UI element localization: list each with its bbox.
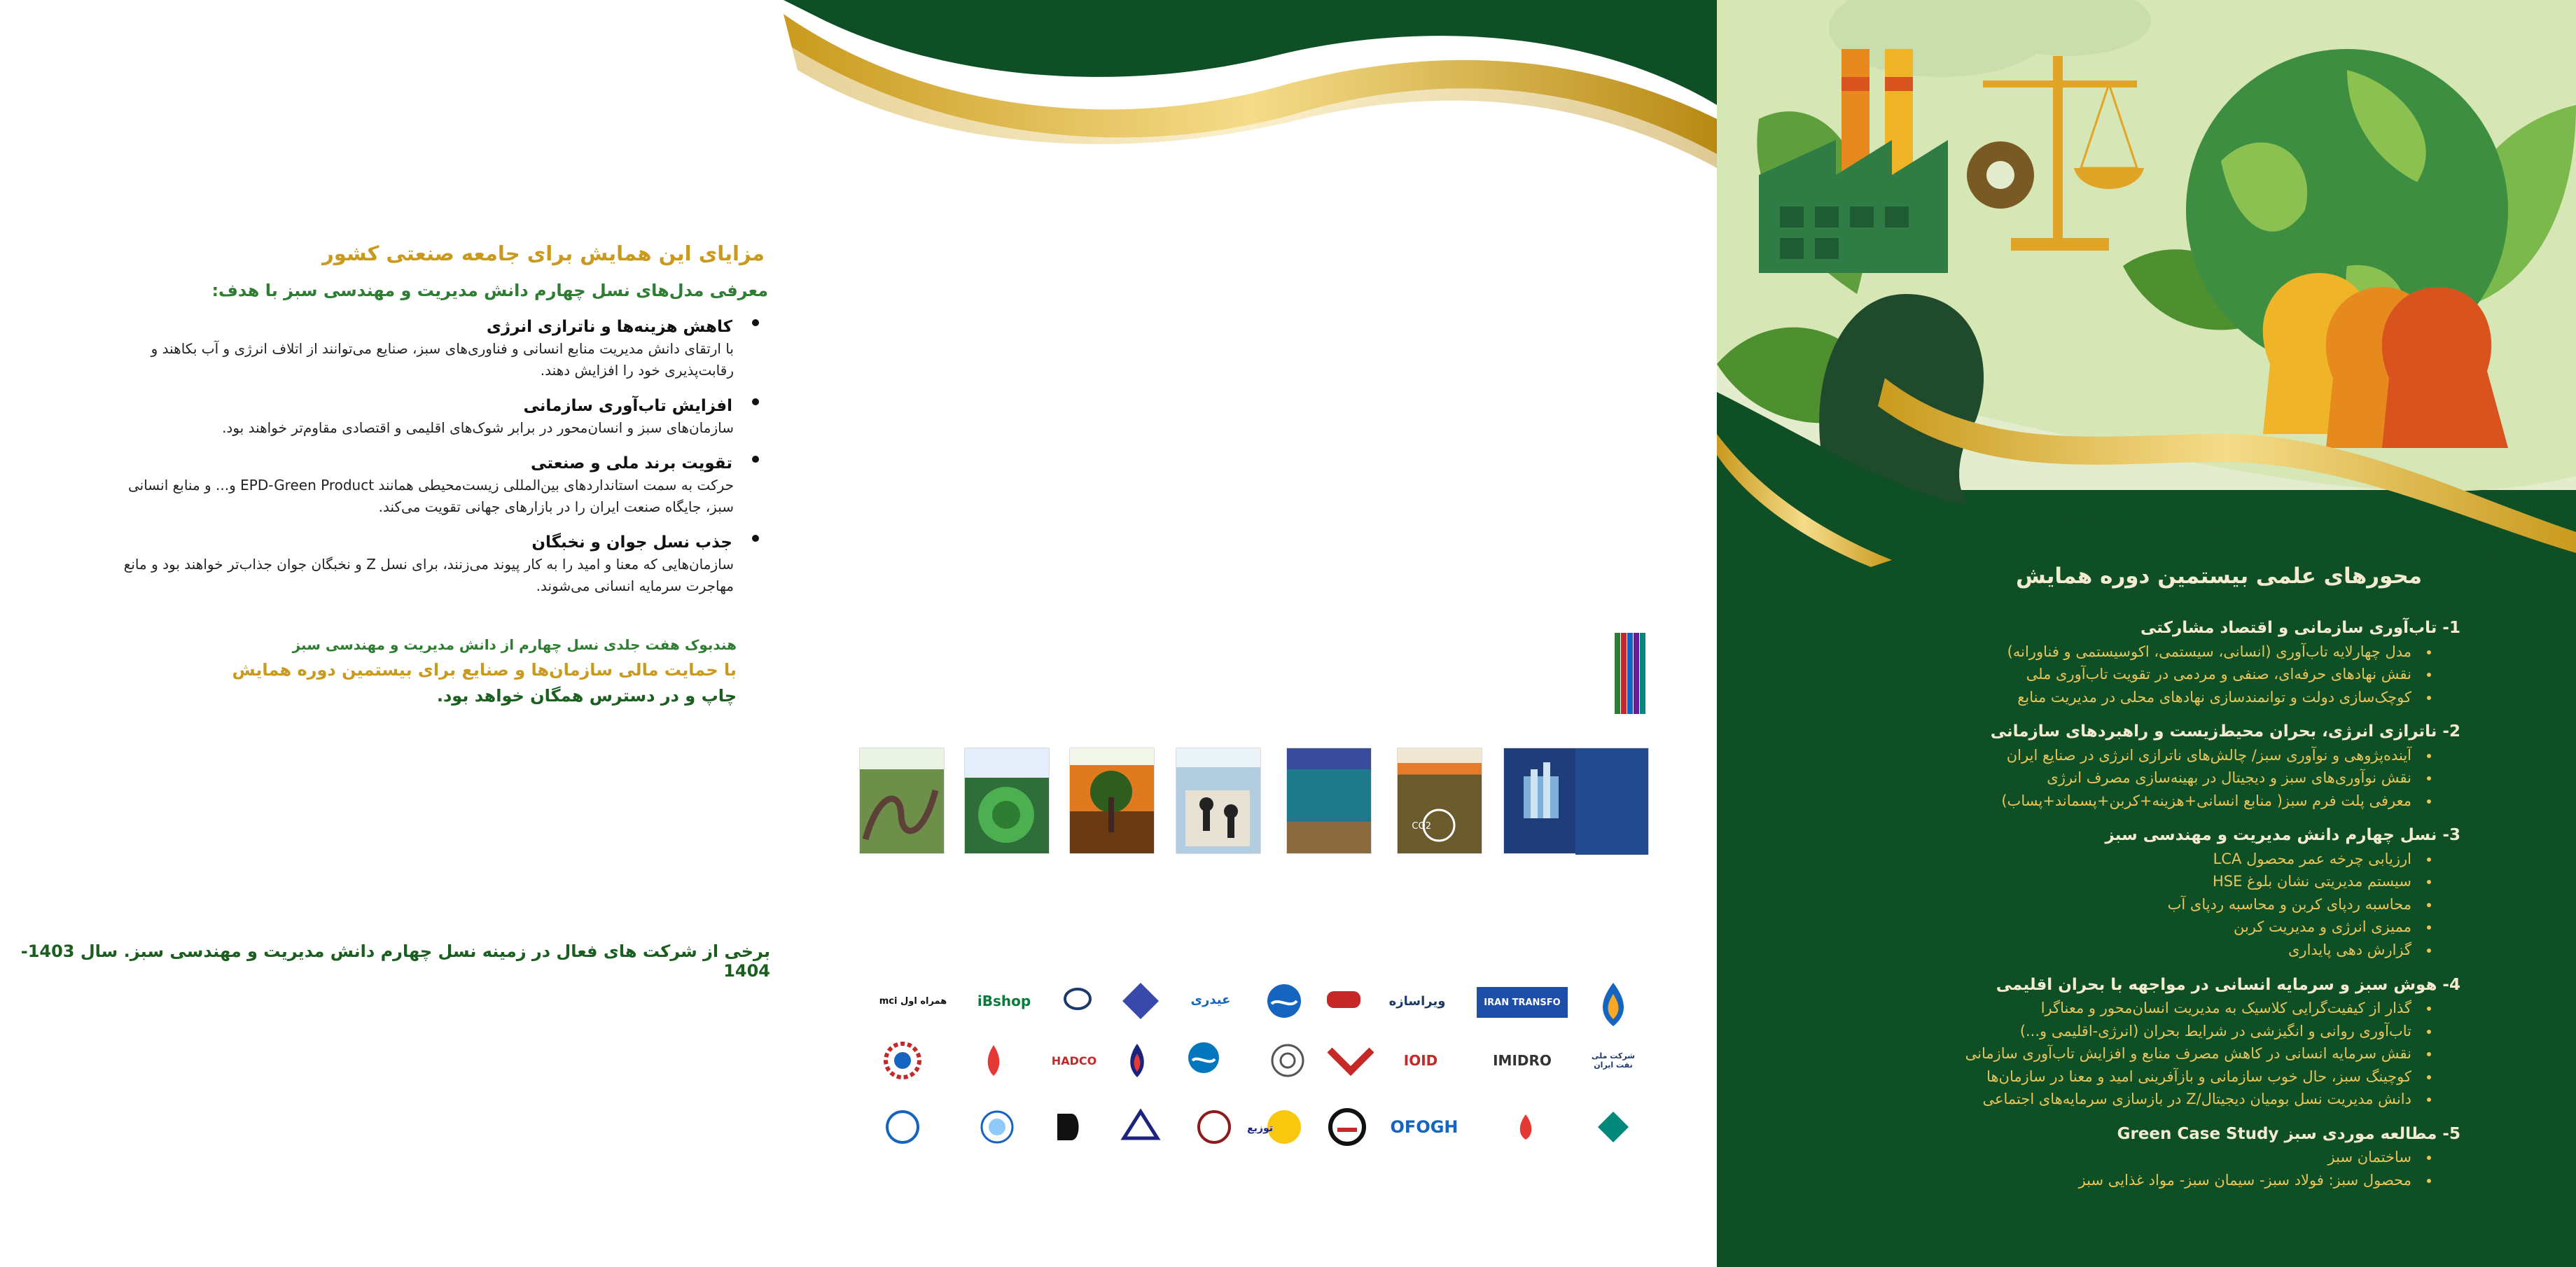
bullet-icon xyxy=(752,319,759,326)
axis-heading: 4- هوش سبز و سرمایه انسانی در مواجهه با بحران اقلیمی xyxy=(1996,975,2460,994)
company-logo: ویراسازه xyxy=(1388,993,1446,1009)
benefit-body: با ارتقای دانش مدیریت منابع انسانی و فناوری‌های سبز، صنایع می‌توانند از اتلاف انرژی و آب بکاهند و رقابت‌پذیری خود را افزایش دهند. xyxy=(151,340,734,379)
company-logo: IRAN TRANSFO xyxy=(1477,987,1568,1018)
book-covers xyxy=(859,748,1650,860)
axis-items xyxy=(1914,848,2460,962)
bullet-icon xyxy=(752,535,759,542)
svg-text:CO2: CO2 xyxy=(1412,821,1431,832)
benefit-body: حرکت به سمت استانداردهای بین‌المللی زیست‌محیطی همانند EPD-Green Product و... و منابع انسانی سبز، جایگاه صنعت ایران را در بازارهای جهانی تقویت می‌کند. xyxy=(127,477,734,516)
axis-item: آینده‌پژوهی و نوآوری سبز/ چالش‌های ناترازی انرژی در صنایع ایران xyxy=(1914,744,2432,767)
company-logo xyxy=(1323,1040,1379,1082)
axis-item: سیستم مدیریتی نشان بلوغ HSE xyxy=(1914,870,2432,893)
benefit-item xyxy=(64,396,765,439)
axis-section xyxy=(1914,973,2460,1111)
book-cover xyxy=(1176,748,1261,854)
company-logo xyxy=(1046,1106,1102,1148)
book-cover xyxy=(859,748,945,854)
company-logo: همراه اول mci xyxy=(879,995,947,1007)
book-cover xyxy=(1397,748,1482,854)
benefits-list xyxy=(64,316,765,611)
company-logo xyxy=(1323,986,1365,1014)
company-logo: IOID xyxy=(1403,1052,1438,1069)
advantages-title: مزایای این همایش برای جامعه صنعتی کشور xyxy=(322,241,765,265)
scientific-axes-list xyxy=(1914,616,2460,1203)
book-cover xyxy=(1286,748,1372,854)
handbook-line-1: هندبوک هفت جلدی نسل چهارم از دانش مدیریت و مهندسی سبز xyxy=(292,636,737,653)
bullet-icon xyxy=(752,398,759,405)
axis-section xyxy=(1914,720,2460,812)
company-logo xyxy=(973,1040,1015,1082)
company-logo xyxy=(1116,1040,1158,1082)
company-logo xyxy=(1116,980,1165,1022)
benefit-item xyxy=(64,316,765,382)
gold-wave-decoration xyxy=(784,0,1717,231)
svg-text:توزیع: توزیع xyxy=(1247,1123,1273,1134)
book-cover xyxy=(1503,748,1649,854)
axis-item: مدل چهارلایه تاب‌آوری (انسانی، سیستمی، اکوسیستمی و فناورانه) xyxy=(1914,640,2432,664)
company-logo xyxy=(882,1040,924,1082)
axis-item: ارزیابی چرخه عمر محصول LCA xyxy=(1914,848,2432,871)
axis-item: کوچینگ سبز، حال خوب سازمانی و بازآفرینی امید و معنا در سازمان‌ها xyxy=(1914,1065,2432,1088)
benefit-heading: کاهش هزینه‌ها و ناترازی انرژی xyxy=(486,318,732,336)
axis-heading: 5- مطالعه موردی سبز Green Case Study xyxy=(2117,1124,2460,1143)
brochure-page xyxy=(20,0,2576,1267)
company-logo: iBshop xyxy=(977,993,1031,1009)
axes-title: محورهای علمی بیستمین دوره همایش xyxy=(2015,564,2423,589)
benefit-heading: جذب نسل جوان و نخبگان xyxy=(531,533,732,552)
green-sustainability-illustration xyxy=(1717,0,2576,574)
companies-title: برخی از شرکت های فعال در زمینه نسل چهارم دانش مدیریت و مهندسی سبز. سال 1403-1404 xyxy=(20,941,770,981)
axis-item: تاب‌آوری روانی و انگیزشی در شرایط بحران (انرژی-اقلیمی و...) xyxy=(1914,1020,2432,1043)
company-logo: عیدری xyxy=(1190,992,1231,1007)
axis-items xyxy=(1914,640,2460,709)
company-logo xyxy=(1116,1106,1165,1148)
bullet-icon xyxy=(752,456,759,463)
axis-item: گزارش دهی پایداری xyxy=(1914,939,2432,962)
company-logo: شرکت ملی نفت ایران xyxy=(1592,1051,1635,1070)
advantages-subtitle: معرفی مدل‌های نسل چهارم دانش مدیریت و مهندسی سبز با هدف: xyxy=(211,281,768,300)
handbook-line-3: چاپ و در دسترس همگان خواهد بود. xyxy=(436,686,737,706)
company-logo xyxy=(1323,1106,1372,1148)
axis-heading: 1- تاب‌آوری سازمانی و اقتصاد مشارکتی xyxy=(2140,619,2460,637)
company-logo xyxy=(1589,1106,1638,1148)
company-logo xyxy=(1247,1106,1305,1148)
company-logo xyxy=(1484,1110,1568,1144)
company-logo xyxy=(1193,1106,1235,1148)
company-logo xyxy=(882,1106,924,1148)
axis-item: گذار از کیفیت‌گرایی کلاسیک به مدیریت انسان‌محور و معناگرا xyxy=(1914,997,2432,1020)
company-logo xyxy=(1263,980,1305,1022)
company-logo xyxy=(973,1106,1022,1148)
axis-items xyxy=(1914,997,2460,1111)
axis-item: ممیزی انرژی و مدیریت کربن xyxy=(1914,916,2432,939)
axis-section xyxy=(1914,616,2460,708)
benefit-heading: تقویت برند ملی و صنعتی xyxy=(531,454,732,473)
axis-item: محصول سبز: فولاد سبز- سیمان سبز- مواد غذایی سبز xyxy=(1914,1169,2432,1192)
axis-section xyxy=(1914,823,2460,961)
left-panel xyxy=(20,0,1717,1267)
book-cover xyxy=(1069,748,1155,854)
company-logo xyxy=(1179,1040,1228,1082)
benefit-body: سازمان‌هایی که معنا و امید را به کار پیوند می‌زنند، برای نسل Z و نخبگان جوان جذاب‌تر خواهند بود و مانع مهاجرت سرمایه انسانی می‌شوند. xyxy=(123,556,734,595)
axis-section xyxy=(1914,1122,2460,1192)
axis-item: نقش نوآوری‌های سبز و دیجیتال در بهینه‌سازی مصرف انرژی xyxy=(1914,766,2432,790)
axis-items xyxy=(1914,744,2460,813)
axis-item: ساختمان سبز xyxy=(1914,1146,2432,1169)
benefit-heading: افزایش تاب‌آوری سازمانی xyxy=(523,397,732,416)
handbook-stack-icon xyxy=(1613,630,1648,717)
benefit-item xyxy=(64,532,765,597)
benefit-item xyxy=(64,453,765,518)
axis-items xyxy=(1914,1146,2460,1191)
benefit-body: سازمان‌های سبز و انسان‌محور در برابر شوک‌های اقلیمی و اقتصادی مقاوم‌تر خواهند بود. xyxy=(222,419,734,437)
handbook-line-2: با حمایت مالی سازمان‌ها و صنایع برای بیستمین دوره همایش xyxy=(232,660,737,680)
axis-item: معرفی پلت فرم سبز( منابع انسانی+هزینه+کربن+پسماند+پساب) xyxy=(1914,790,2432,813)
axis-heading: 2- ناترازی انرژی، بحران محیط‌زیست و راهبردهای سازمانی xyxy=(1990,722,2460,741)
company-logo: HADCO xyxy=(1051,1054,1097,1068)
axis-item: نقش سرمایه انسانی در کاهش مصرف منابع و افزایش تاب‌آوری سازمانی xyxy=(1914,1042,2432,1065)
axis-heading: 3- نسل چهارم دانش مدیریت و مهندسی سبز xyxy=(2105,826,2460,845)
axis-item: دانش مدیریت نسل بومیان دیجیتال/Z در بازسازی سرمایه‌های اجتماعی xyxy=(1914,1088,2432,1111)
company-logos-grid xyxy=(875,980,1645,1162)
axis-item: نقش نهادهای حرفه‌ای، صنفی و مردمی در تقویت تاب‌آوری ملی xyxy=(1914,663,2432,686)
company-logo xyxy=(1263,1040,1312,1082)
axis-item: محاسبه ردپای کربن و محاسبه ردپای آب xyxy=(1914,893,2432,916)
company-logo xyxy=(1053,983,1102,1018)
book-cover xyxy=(964,748,1050,854)
company-logo xyxy=(1589,980,1638,1029)
axis-item: کوچک‌سازی دولت و توانمندسازی نهادهای محلی در مدیریت منابع xyxy=(1914,686,2432,709)
company-logo: OFOGH xyxy=(1390,1117,1458,1137)
company-logo: IMIDRO xyxy=(1493,1052,1552,1069)
